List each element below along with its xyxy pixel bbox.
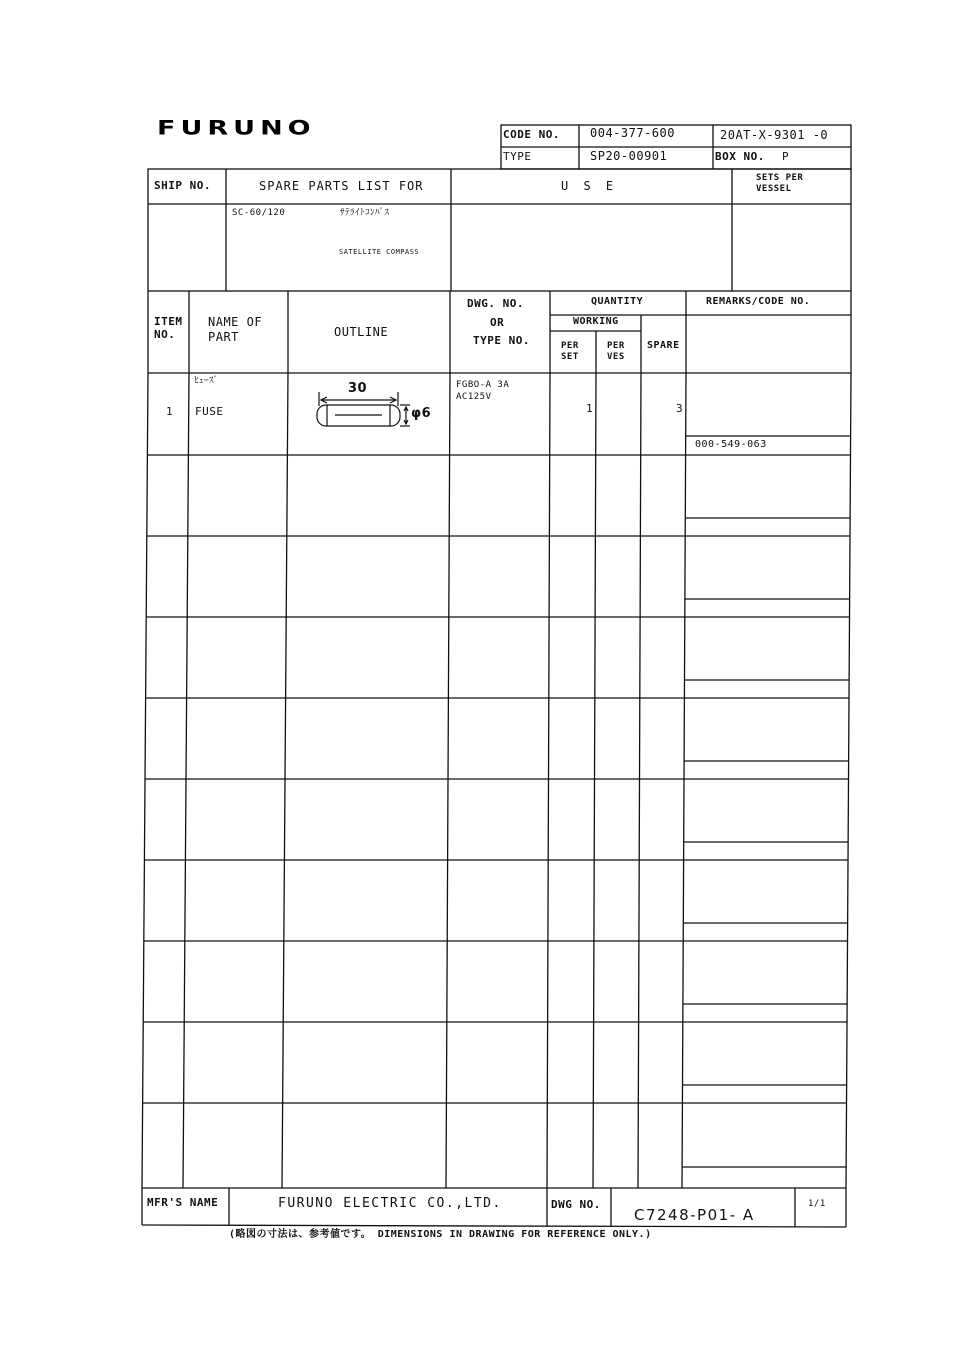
type-value: SP20-00901 [590, 149, 668, 163]
qty-spare: 3 [676, 402, 684, 415]
code-no: 000-549-063 [695, 439, 767, 450]
doc-ref: 20AT-X-9301 -0 [720, 128, 829, 142]
col-per-set-1: PER [561, 341, 579, 351]
type-label: TYPE [503, 150, 532, 163]
sets-per-label: SETS PER [756, 173, 804, 183]
use-label: U S E [561, 179, 618, 193]
qty-per-set: 1 [586, 402, 594, 415]
dwg-no-line-1: FGBO-A 3A [456, 380, 510, 390]
col-name-label-1: NAME OF [208, 315, 263, 329]
dwg-no-line-2: AC125V [456, 392, 492, 402]
box-no-value: P [782, 150, 790, 163]
col-spare-label: SPARE [647, 340, 680, 351]
col-item-label-2: NO. [154, 328, 176, 341]
col-dwg-label-1: DWG. NO. [467, 297, 524, 310]
fuse-outline-drawing [317, 392, 410, 426]
outline-length: 30 [348, 381, 368, 396]
col-per-set-2: SET [561, 352, 579, 362]
dwg-number: C7248-P01- A [634, 1206, 755, 1224]
mfr-name-label: MFR'S NAME [147, 1196, 219, 1209]
col-name-label-2: PART [208, 330, 239, 344]
item-no: 1 [166, 405, 174, 418]
col-outline-label: OUTLINE [334, 325, 389, 339]
col-dwg-label-3: TYPE NO. [473, 334, 530, 347]
spare-parts-list-label: SPARE PARTS LIST FOR [259, 179, 424, 193]
mfr-name: FURUNO ELECTRIC CO.,LTD. [278, 1196, 502, 1211]
reference-note: (略図の寸法は、参考値です。 DIMENSIONS IN DRAWING FOR REFERENCE ONLY.) [229, 1229, 652, 1240]
page-number: 1/1 [808, 1199, 826, 1209]
part-name: FUSE [195, 405, 224, 418]
equipment-name: SATELLITE COMPASS [339, 248, 420, 256]
code-no-value: 004-377-600 [590, 126, 675, 140]
col-quantity-label: QUANTITY [591, 296, 644, 307]
box-no-label: BOX NO. [715, 150, 765, 163]
part-name-jp: ﾋｭｰｽﾞ [194, 376, 219, 386]
col-per-ves-1: PER [607, 341, 625, 351]
col-dwg-label-2: OR [490, 316, 505, 329]
code-no-label: CODE NO. [503, 128, 560, 141]
furuno-logo: FURUNO [157, 117, 316, 140]
outline-diameter: φ6 [411, 406, 432, 421]
vessel-label: VESSEL [756, 184, 792, 194]
col-working-label: WORKING [573, 316, 619, 327]
col-remarks-label: REMARKS/CODE NO. [706, 296, 811, 307]
dwg-no-label: DWG NO. [551, 1198, 601, 1211]
ship-no-label: SHIP NO. [154, 179, 211, 192]
col-item-label-1: ITEM [154, 315, 183, 328]
equipment-name-jp: ｻﾃﾗｲﾄｺﾝﾊﾟｽ [340, 208, 390, 218]
col-per-ves-2: VES [607, 352, 625, 362]
model-no: SC-60/120 [232, 208, 286, 218]
